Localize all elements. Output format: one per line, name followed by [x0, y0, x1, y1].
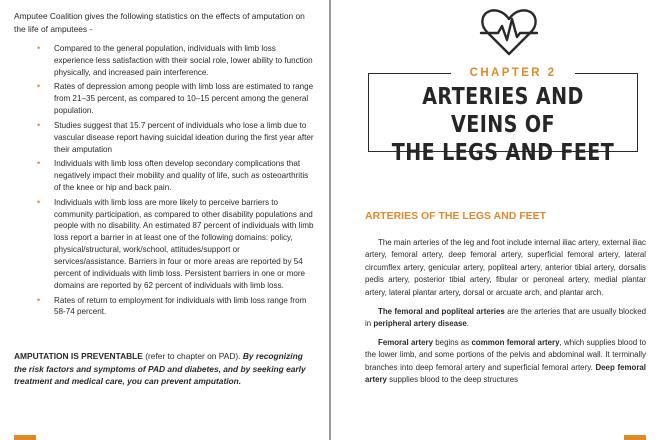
paragraph-femoral-artery: [365, 337, 646, 387]
list-item: [14, 158, 314, 194]
closing-note: (refer to chapter on PAD).: [142, 351, 243, 361]
list-item: [14, 120, 314, 156]
bullet-icon: •: [37, 158, 41, 169]
paragraph-arteries-list: The main arteries of the leg and foot include internal iliac artery, external iliac artery, femoral artery, deep femoral artery, superficial femoral artery, lateral circumflex artery, genicular artery, popliteal artery, anterior tibial artery, dorsalis pedis artery, posterior tibial artery, fibular or peroneal artery, medial plantar artery, lateral plantar artery, dorsal or arcuate arch, and plantar arch.: [365, 238, 646, 297]
text-run: are the arteries that are usually blocked in: [365, 306, 646, 328]
list-item-text: Rates of depression among people with limb loss are estimated to range from 21–35 percent, as compared to 10–15 percent among the general population.: [54, 82, 314, 116]
text-run: begins as: [432, 337, 472, 347]
closing-lead: AMPUTATION IS PREVENTABLE: [14, 351, 143, 361]
chapter-title: [391, 83, 615, 167]
list-item: [14, 43, 314, 79]
statistics-list: [14, 43, 314, 321]
bold-phrase: Deep femoral artery: [365, 362, 646, 385]
section-heading: ARTERIES OF THE LEGS AND FEET: [365, 210, 547, 222]
intro-paragraph: Amputee Coalition gives the following statistics on the effects of amputation on the life of amputees -: [14, 11, 305, 34]
list-item: [14, 295, 314, 319]
bullet-icon: •: [37, 119, 41, 130]
bullet-icon: •: [37, 81, 41, 92]
page-corner-tab: [14, 435, 36, 440]
list-item-text: Individuals with limb loss are more likely to perceive barriers to community participation, as compared to other disability populations and people with no disability. An estimated 87 percent of individuals with limb loss report a barrier in at least one of the following domains: policy, physical/structural, work/school, attitudes/support or services/assistance. Barriers in four or more areas are reported by 54 percent of individuals with limb loss. Persistent barriers in one or more domains are reported by 62 percent of individuals with limb loss.: [54, 197, 314, 290]
bold-phrase: peripheral artery disease: [373, 318, 467, 328]
chapter-title-line1: ARTERIES AND VEINS OF: [422, 84, 584, 138]
chapter-label: CHAPTER 2: [451, 67, 575, 79]
closing-paragraph: [14, 350, 314, 388]
bold-phrase: Femoral artery: [378, 337, 433, 347]
heart-pulse-icon: [479, 6, 539, 58]
text-run: supplies blood to the deep structures: [386, 375, 519, 385]
list-item-text: Compared to the general population, individuals with limb loss experience less satisfaction with their social role, lower ability to function physically, and increased pain interference.: [54, 44, 313, 77]
list-item-text: Studies suggest that 15.7 percent of individuals who lose a limb due to vascular disease report having suicidal ideation during the first year after their amputation: [54, 120, 314, 154]
list-item-text: Individuals with limb loss often develop secondary complications that negatively impact their mobility and quality of life, such as osteoarthritis of the knee or hip and back pain.: [54, 159, 309, 193]
text-run: .: [466, 318, 469, 328]
bullet-icon: •: [37, 294, 41, 305]
paragraph-blocked-arteries: [365, 306, 646, 331]
list-item: [14, 197, 314, 292]
closing-body: By recognizing the risk factors and symptoms of PAD and diabetes, and by seeking early treatment and medical care, you can prevent amputation.: [14, 351, 306, 387]
list-item: [14, 81, 314, 117]
list-item-text: Rates of return to employment for individuals with limb loss range from 58-74 percent.: [54, 295, 307, 317]
bold-phrase: common femoral artery: [471, 337, 560, 347]
left-page: [0, 0, 329, 440]
text-run: , which supplies blood to the lower limb, and some portions of the pelvis and abdominal wall. It terminally branches into deep femoral artery and superficial femoral artery.: [365, 337, 646, 372]
bullet-icon: •: [37, 43, 41, 53]
chapter-title-line2: THE LEGS AND FEET: [391, 140, 615, 166]
right-page: [331, 0, 660, 440]
bold-phrase: The femoral and popliteal arteries: [378, 306, 505, 316]
body-text: [365, 237, 646, 393]
page-corner-tab: [624, 435, 646, 440]
bullet-icon: •: [37, 196, 41, 207]
